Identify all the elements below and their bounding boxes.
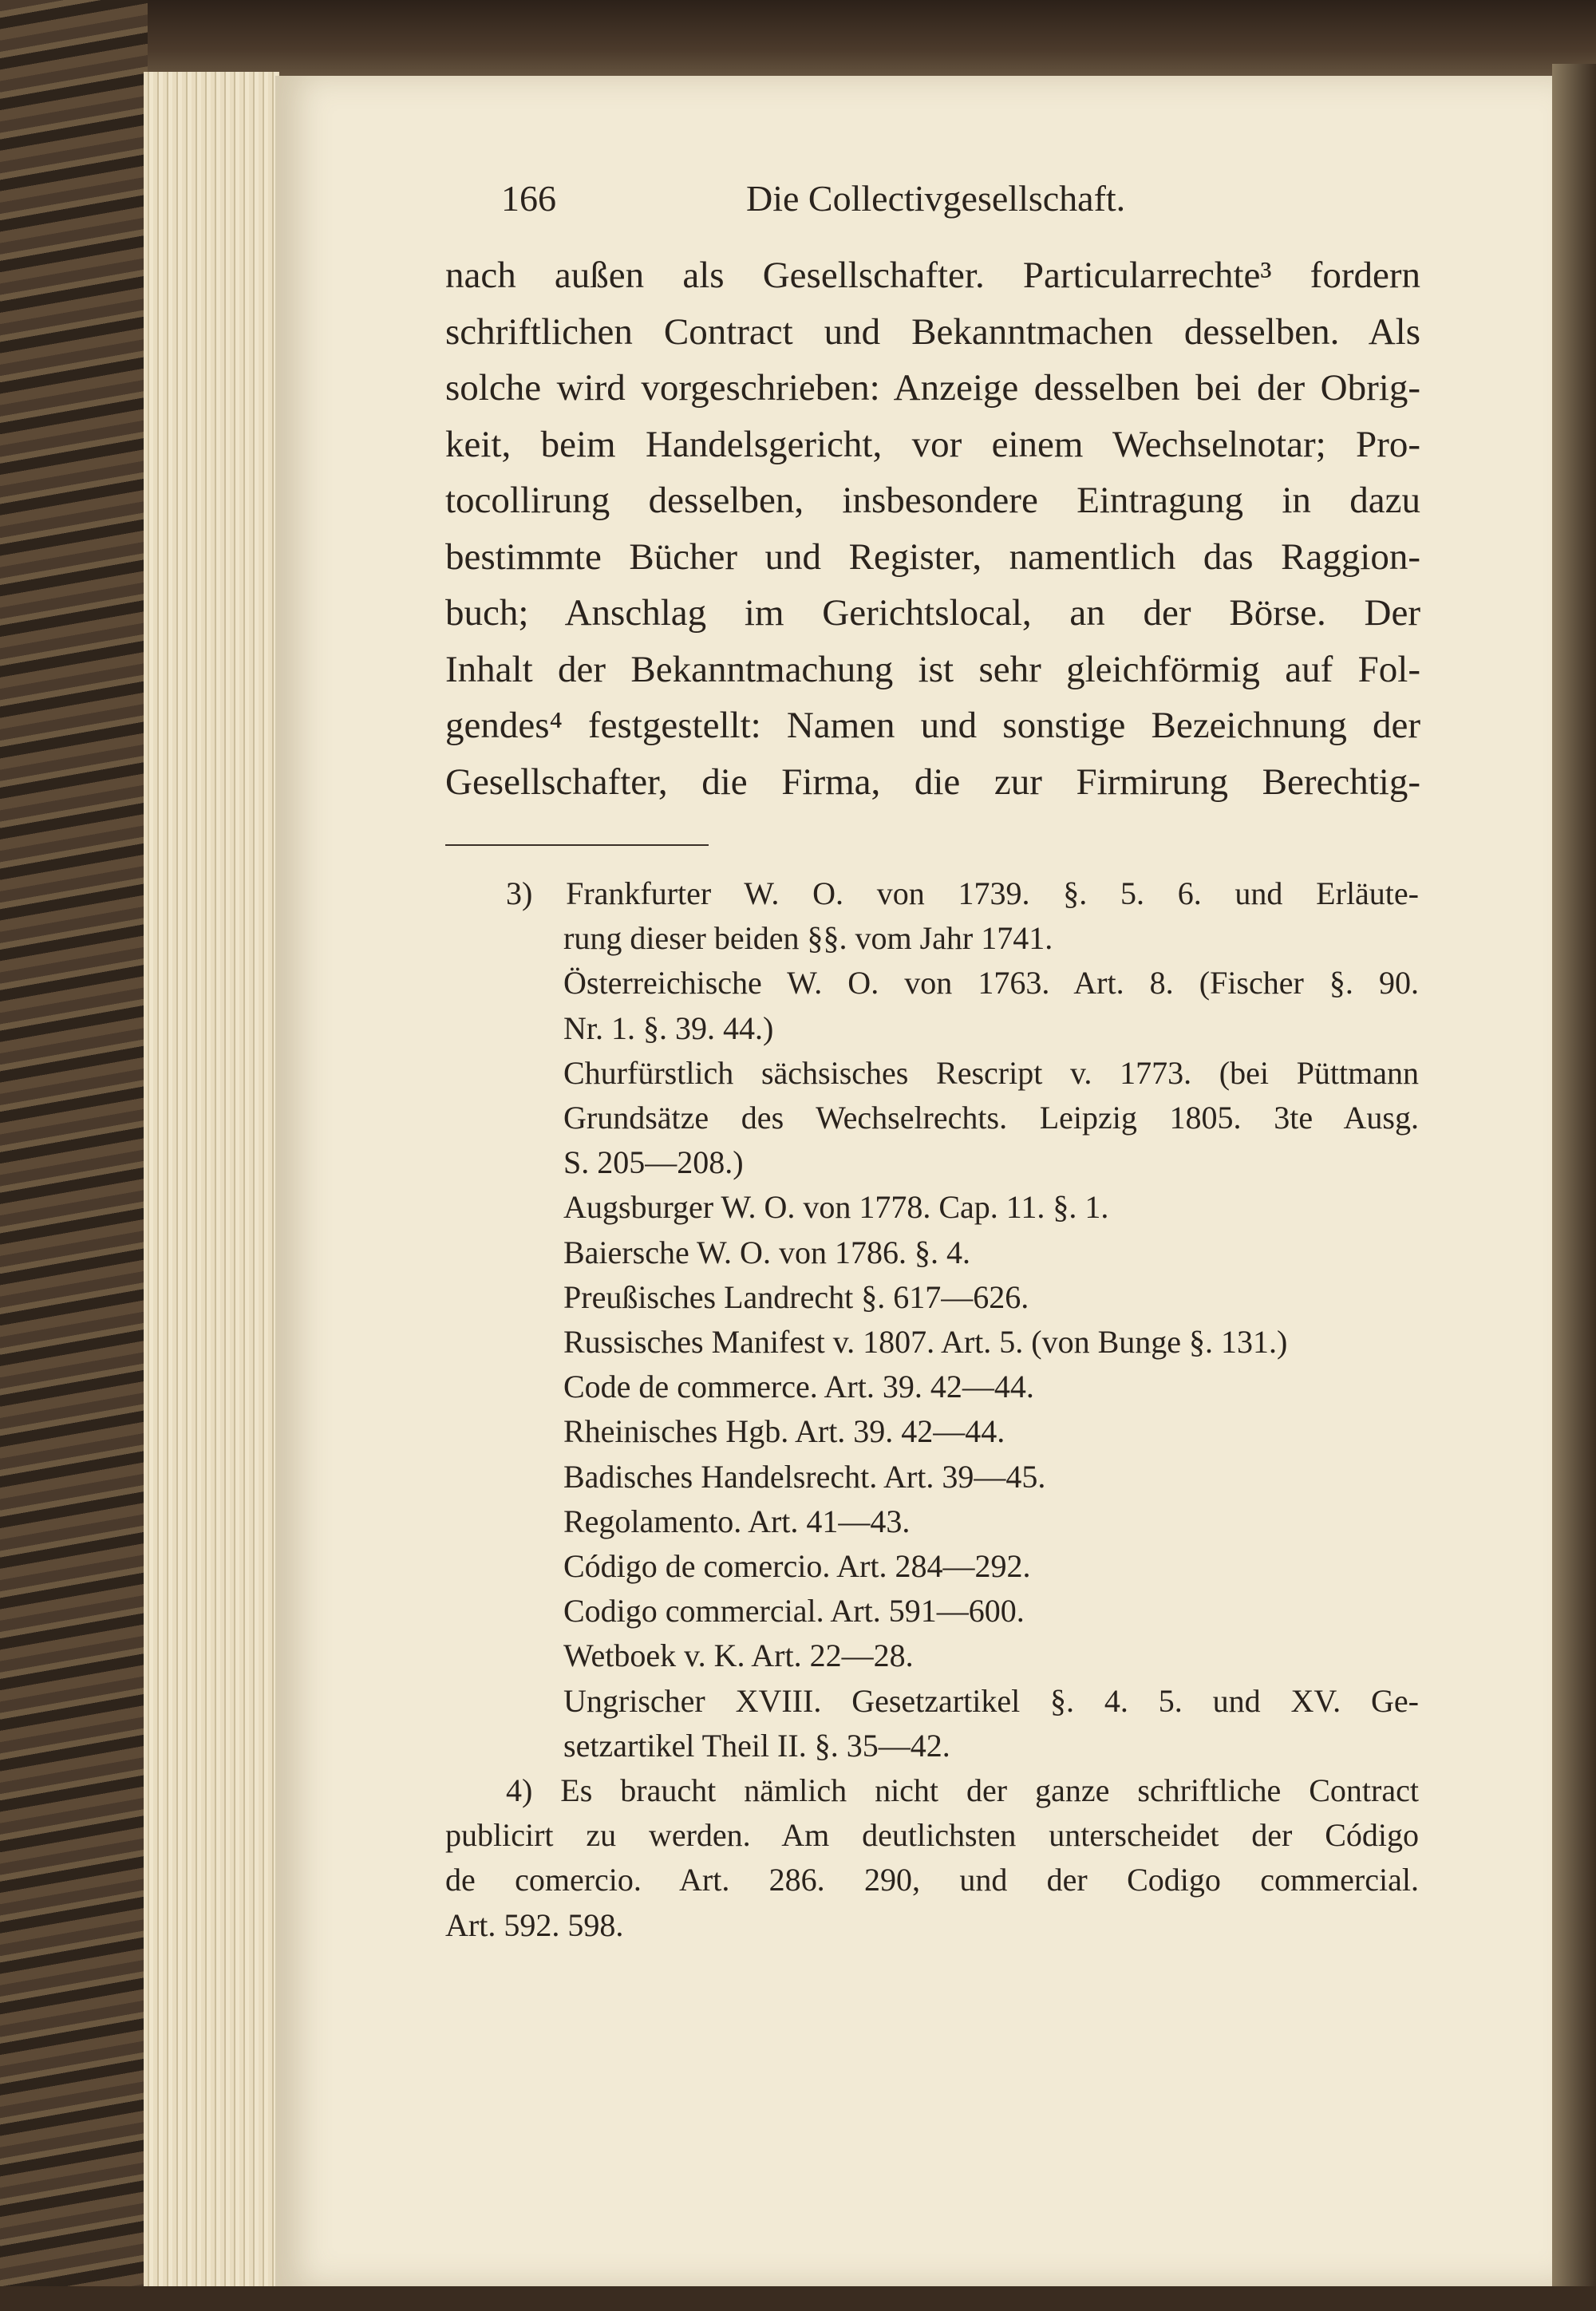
page-stack-edges bbox=[144, 72, 279, 2290]
footnote-line: publicirt zu werden. Am deutlichsten unterscheidet der Código bbox=[445, 1817, 1419, 1854]
footnote-line: Código de comercio. Art. 284—292. bbox=[563, 1548, 1031, 1584]
footnote-start-line: 4) Es braucht nämlich nicht der ganze schriftliche Contract bbox=[506, 1772, 1419, 1808]
footnote-line: Codigo commercial. Art. 591—600. bbox=[563, 1593, 1025, 1630]
footnote-rule bbox=[445, 844, 709, 846]
footnote-line: de comercio. Art. 286. 290, und der Codigo commercial. bbox=[445, 1862, 1419, 1898]
footnote-line: Baiersche W. O. von 1786. §. 4. bbox=[563, 1234, 970, 1270]
footnote-line: Nr. 1. §. 39. 44.) bbox=[563, 1009, 774, 1046]
body-line: schriftlichen Contract und Bekanntmachen desselben. Als bbox=[445, 310, 1420, 353]
running-title: Die Collectivgesellschaft. bbox=[746, 178, 1126, 219]
footnote-line: Ungrischer XVIII. Gesetzartikel §. 4. 5. und XV. Ge- bbox=[563, 1682, 1419, 1719]
footnote-line: S. 205—208.) bbox=[563, 1144, 744, 1181]
footnote-line: Russisches Manifest v. 1807. Art. 5. (von Bunge §. 131.) bbox=[563, 1324, 1288, 1360]
footnote-line: rung dieser beiden §§. vom Jahr 1741. bbox=[563, 920, 1053, 957]
footnote-line: Regolamento. Art. 41—43. bbox=[563, 1503, 911, 1539]
page-number: 166 bbox=[501, 178, 556, 219]
footnote-line: Österreichische W. O. von 1763. Art. 8. (Fischer §. 90. bbox=[563, 965, 1419, 1001]
footnote-line: Rheinisches Hgb. Art. 39. 42—44. bbox=[563, 1413, 1005, 1450]
footnote-line: Art. 592. 598. bbox=[445, 1906, 624, 1943]
book-bottom-edge bbox=[0, 2286, 1596, 2311]
footnote-line: Badisches Handelsrecht. Art. 39—45. bbox=[563, 1458, 1046, 1495]
body-line: gendes⁴ festgestellt: Namen und sonstige Bezeichnung der bbox=[445, 705, 1420, 746]
body-line: Gesellschafter, die Firma, die zur Firmirung Berechtig- bbox=[445, 760, 1420, 803]
footnote-line: Augsburger W. O. von 1778. Cap. 11. §. 1. bbox=[563, 1189, 1109, 1226]
footnote-line: Preußisches Landrecht §. 617—626. bbox=[563, 1278, 1029, 1315]
book-right-edge bbox=[1552, 64, 1596, 2311]
book-cover-marbled bbox=[0, 0, 148, 2311]
footnote-line: Wetboek v. K. Art. 22—28. bbox=[563, 1637, 914, 1674]
body-line: Inhalt der Bekanntmachung ist sehr gleichförmig auf Fol- bbox=[445, 648, 1420, 690]
footnote-start-line: 3) Frankfurter W. O. von 1739. §. 5. 6. und Erläute- bbox=[506, 875, 1419, 911]
body-line: keit, beim Handelsgericht, vor einem Wechselnotar; Pro- bbox=[445, 423, 1420, 465]
footnote-line: setzartikel Theil II. §. 35—42. bbox=[563, 1727, 950, 1764]
body-line: tocollirung desselben, insbesondere Eintragung in dazu bbox=[445, 480, 1420, 521]
body-line: solche wird vorgeschrieben: Anzeige desselben bei der Obrig- bbox=[445, 367, 1420, 409]
body-line: buch; Anschlag im Gerichtslocal, an der Börse. Der bbox=[445, 592, 1420, 634]
body-line: bestimmte Bücher und Register, namentlich das Raggion- bbox=[445, 535, 1420, 578]
body-line: nach außen als Gesellschafter. Particularrechte³ fordern bbox=[445, 255, 1420, 296]
footnote-line: Grundsätze des Wechselrechts. Leipzig 1805. 3te Ausg. bbox=[563, 1100, 1419, 1136]
footnote-line: Churfürstlich sächsisches Rescript v. 1773. (bei Püttmann bbox=[563, 1054, 1419, 1091]
footnote-line: Code de commerce. Art. 39. 42—44. bbox=[563, 1369, 1034, 1405]
